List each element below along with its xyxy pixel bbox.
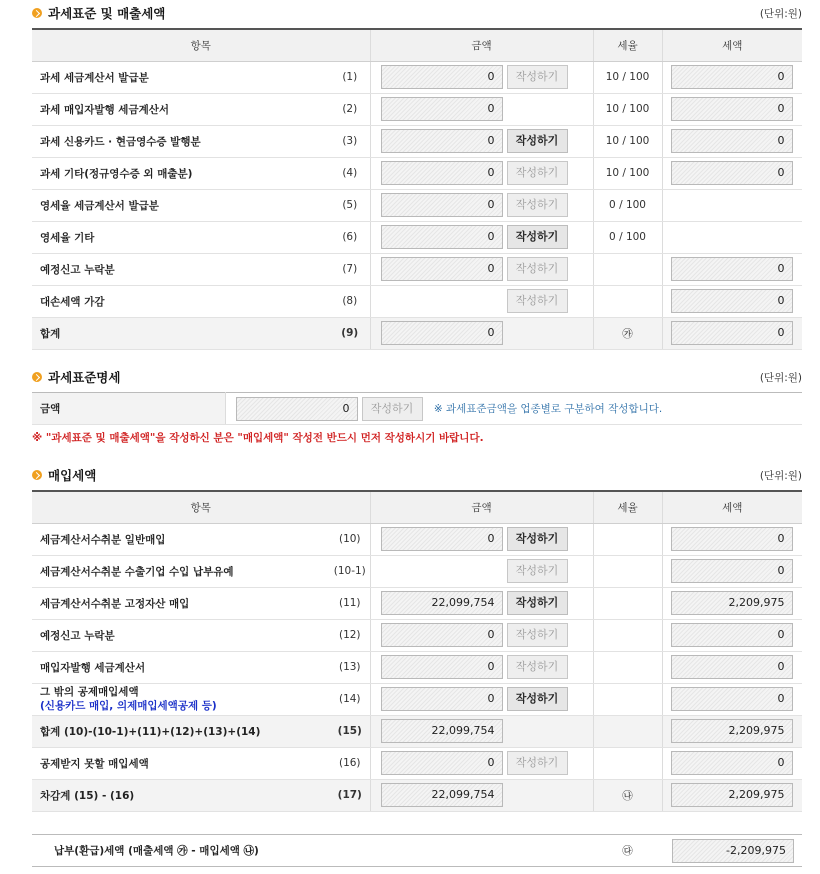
taxbase-table [32,392,802,425]
table-row [32,125,802,157]
col-header-amount: 금액 [370,491,593,523]
row-label: 매입자발행 세금계산서 [32,651,330,683]
table-row [32,285,802,317]
row-number: (9) [330,317,370,349]
tax-field[interactable]: 0 [671,129,793,153]
table-row [32,651,802,683]
tax-rate: ㉯ [593,779,662,811]
row-label: 과세 매입자발행 세금계산서 [32,93,330,125]
tax-field[interactable]: 0 [671,527,793,551]
bullet-icon [32,372,42,382]
row-label: 공제받지 못할 매입세액 [32,747,330,779]
write-button[interactable]: 작성하기 [507,527,568,551]
write-button[interactable]: 작성하기 [507,687,568,711]
warning-text: ※ "과세표준 및 매출세액"을 작성하신 분은 "매입세액" 작성전 반드시 먼저 작성하시기 바랍니다. [32,432,484,444]
amount-field[interactable]: 0 [381,751,503,775]
tax-rate: 0 / 100 [593,189,662,221]
unit-label: (단위:원) [759,371,802,384]
table-row-payable [32,835,802,867]
amount-field[interactable]: 0 [381,65,503,89]
col-header-tax: 세액 [662,29,802,61]
taxbase-note: ※ 과세표준금액을 업종별로 구분하여 작성합니다. [433,403,663,415]
row-number: (14) [330,683,370,715]
write-button[interactable]: 작성하기 [507,161,568,185]
col-header-amount: 금액 [370,29,593,61]
write-button[interactable]: 작성하기 [507,623,568,647]
payable-rate-mark: ㉰ [622,845,633,857]
row-label: 과세 기타(정규영수증 외 매출분) [32,157,330,189]
col-header-rate: 세율 [593,491,662,523]
bullet-icon [32,8,42,18]
row-label: 과세 신용카드 · 현금영수증 발행분 [32,125,330,157]
row-label: 차감계 (15) - (16) [32,779,330,811]
amount-field[interactable]: 0 [381,129,503,153]
unit-label: (단위:원) [759,469,802,482]
col-header-tax: 세액 [662,491,802,523]
row-number: (10-1) [330,555,370,587]
section-purchase-header [32,466,802,484]
amount-field[interactable]: 0 [381,161,503,185]
row-number: (6) [330,221,370,253]
row-number: (15) [330,715,370,747]
table-row [32,157,802,189]
row-number: (4) [330,157,370,189]
amount-field[interactable]: 0 [381,687,503,711]
unit-label: (단위:원) [759,7,802,20]
amount-field[interactable]: 0 [381,97,503,121]
section-sales-title: 과세표준 및 매출세액 [48,6,166,21]
table-row-total [32,715,802,747]
row-label: 예정신고 누락분 [32,619,330,651]
tax-field[interactable]: 2,209,975 [671,783,793,807]
tax-rate: 10 / 100 [593,125,662,157]
row-number: (13) [330,651,370,683]
sales-tax-table [32,28,802,350]
row-label: 합계 (10)-(10-1)+(11)+(12)+(13)+(14) [32,715,330,747]
write-button[interactable]: 작성하기 [507,225,568,249]
table-row [32,747,802,779]
row-label: 금액 [32,393,225,425]
amount-field[interactable]: 0 [381,623,503,647]
amount-field[interactable]: 22,099,754 [381,591,503,615]
tax-field[interactable]: 0 [671,65,793,89]
taxbase-write-button[interactable]: 작성하기 [362,397,423,421]
row-number: (7) [330,253,370,285]
row-number: (3) [330,125,370,157]
section-sales-header [32,4,802,22]
section-taxbase-header [32,368,802,386]
amount-field[interactable]: 0 [381,257,503,281]
write-button[interactable]: 작성하기 [507,289,568,313]
row-number: (11) [330,587,370,619]
amount-field[interactable]: 0 [381,321,503,345]
tax-field[interactable]: 0 [671,751,793,775]
amount-field[interactable]: 0 [381,225,503,249]
write-button[interactable]: 작성하기 [507,559,568,583]
tax-field[interactable]: 0 [671,161,793,185]
table-row-total [32,779,802,811]
tax-field[interactable]: 0 [671,289,793,313]
row-number: (1) [330,61,370,93]
row-label: 영세율 기타 [32,221,330,253]
write-button[interactable]: 작성하기 [507,129,568,153]
row-number: (16) [330,747,370,779]
col-header-rate: 세율 [593,29,662,61]
tax-field[interactable]: 2,209,975 [671,591,793,615]
row-number: (2) [330,93,370,125]
tax-field[interactable]: 0 [671,623,793,647]
write-button[interactable]: 작성하기 [507,655,568,679]
tax-rate: 10 / 100 [593,157,662,189]
tax-field[interactable]: 0 [671,321,793,345]
row-label: 대손세액 가감 [32,285,330,317]
row-label: 영세율 세금계산서 발급분 [32,189,330,221]
row-number: (5) [330,189,370,221]
payable-label: 납부(환급)세액 (매출세액 ㉮ - 매입세액 ㉯) [54,845,259,857]
tax-field[interactable]: 0 [671,257,793,281]
table-row-total [32,317,802,349]
table-row [32,253,802,285]
row-sublabel: (신용카드 매입, 의제매입세액공제 등) [40,700,217,712]
table-row [32,189,802,221]
table-row [32,619,802,651]
row-number: (10) [330,523,370,555]
tax-rate: 10 / 100 [593,93,662,125]
payable-tax-field[interactable]: -2,209,975 [672,839,794,863]
row-number: (12) [330,619,370,651]
tax-rate: 0 / 100 [593,221,662,253]
row-label: 과세 세금계산서 발급분 [32,61,330,93]
tax-field[interactable]: 0 [671,687,793,711]
tax-field[interactable]: 2,209,975 [671,719,793,743]
row-label: 예정신고 누락분 [32,253,330,285]
tax-rate: 10 / 100 [593,61,662,93]
row-number: (17) [330,779,370,811]
write-button[interactable]: 작성하기 [507,193,568,217]
amount-field[interactable]: 22,099,754 [381,783,503,807]
amount-field[interactable]: 0 [381,655,503,679]
write-button[interactable]: 작성하기 [507,65,568,89]
bullet-icon [32,470,42,480]
payable-tax-table [32,834,802,867]
table-row [32,587,802,619]
tax-field[interactable]: 0 [671,655,793,679]
row-label: 세금계산서수취분 수출기업 수입 납부유예 [32,555,330,587]
table-row [32,221,802,253]
table-row [32,93,802,125]
tax-rate: ㉮ [593,317,662,349]
table-row [32,555,802,587]
row-label: 합계 [32,317,330,349]
section-taxbase-title: 과세표준명세 [48,370,121,385]
taxbase-amount-field[interactable]: 0 [236,397,358,421]
table-row [32,61,802,93]
table-row [32,393,802,425]
write-button[interactable]: 작성하기 [507,751,568,775]
table-row [32,523,802,555]
amount-field[interactable]: 0 [381,527,503,551]
tax-field[interactable]: 0 [671,559,793,583]
col-header-item: 항목 [32,491,370,523]
write-button[interactable]: 작성하기 [507,257,568,281]
amount-field[interactable]: 22,099,754 [381,719,503,743]
row-number: (8) [330,285,370,317]
purchase-tax-table [32,490,802,812]
row-label: 그 밖의 공제매입세액 [40,686,139,698]
col-header-item: 항목 [32,29,370,61]
write-button[interactable]: 작성하기 [507,591,568,615]
row-label: 세금계산서수취분 고정자산 매입 [32,587,330,619]
amount-field[interactable]: 0 [381,193,503,217]
row-label: 세금계산서수취분 일반매입 [32,523,330,555]
section-purchase-title: 매입세액 [48,468,97,483]
tax-field[interactable]: 0 [671,97,793,121]
table-row [32,683,802,715]
